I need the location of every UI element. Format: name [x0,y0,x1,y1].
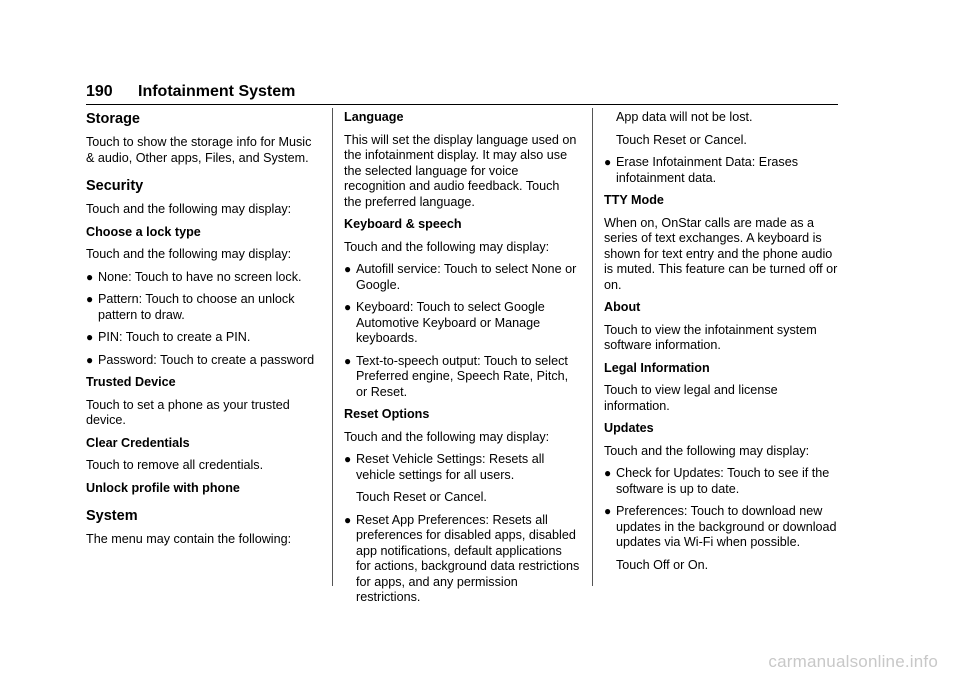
off-on-note: Touch Off or On. [616,557,709,572]
legal-information-label: Legal Information [604,360,710,375]
tty-mode-label: TTY Mode [604,193,664,207]
running-title: Infotainment System [138,83,296,100]
keyboard-speech-list [344,262,580,400]
bullet-icon: ● [86,269,94,284]
column-1 [86,110,322,555]
list-item: ● Password: Touch to create a password [86,352,315,367]
security-heading: Security [86,178,144,194]
bullet-icon: ● [86,330,94,344]
about-text: Touch to view the infotainment system software information. [604,322,817,352]
bullet-icon: ● [344,353,352,368]
column-divider-2 [592,108,593,586]
tty-mode-text: When on, OnStar calls are made as a series of text exchanges. A keyboard is shown for text entry and the phone audio is muted. This feature can be turned off or on. [604,215,838,292]
column-3 [604,110,840,580]
column-divider-1 [332,108,333,586]
language-text: This will set the display language used on the infotainment display. It may also use the selected language for voice recognition and audio feedback. Touch the preferred language. [344,132,577,209]
updates-text: Touch and the following may display: [604,443,810,458]
list-item: ● Preferences: Touch to download new updates in the background or download updates via Wi-Fi when possible. [604,504,837,549]
legal-information-text: Touch to view legal and license information. [604,383,778,413]
language-label: Language [344,110,404,124]
bullet-icon: ● [344,300,352,314]
bullet-icon: ● [86,352,94,367]
list-item: ● Pattern: Touch to choose an unlock pattern to draw. [86,292,295,322]
list-item: ● Check for Updates: Touch to see if the software is up to date. [604,466,830,496]
security-text: Touch and the following may display: [86,202,292,216]
keyboard-speech-label: Keyboard & speech [344,217,462,231]
bullet-icon: ● [344,512,352,527]
updates-list [604,466,840,551]
reset-cancel-note: Touch Reset or Cancel. [616,132,747,147]
updates-label: Updates [604,421,654,435]
reset-vehicle-note: Touch Reset or Cancel. [356,490,487,504]
list-item: ● Text-to-speech output: Touch to select Preferred engine, Speech Rate, Pitch, or Reset. [344,353,569,399]
lock-type-label: Choose a lock type [86,224,201,239]
clear-credentials-text: Touch to remove all credentials. [86,458,264,472]
reset-options-list [344,452,580,483]
list-item: ● Erase Infotainment Data: Erases infotainment data. [604,155,799,185]
storage-text: Touch to show the storage info for Music & audio, Other apps, Files, and System. [86,135,312,165]
clear-credentials-label: Clear Credentials [86,435,190,450]
list-item: ● None: Touch to have no screen lock. [86,269,302,284]
erase-list [604,155,840,186]
keyboard-speech-text: Touch and the following may display: [344,239,550,254]
list-item: ● Autofill service: Touch to select None or Google. [344,262,577,292]
list-item: ● Reset App Preferences: Resets all preferences for disabled apps, disabled app notifications, default applications for actions, background data restrictions for apps, and any permission restrictions. [344,512,580,604]
about-label: About [604,300,641,314]
reset-app-list [344,513,580,606]
system-text: The menu may contain the following: [86,532,292,546]
list-item: ● Keyboard: Touch to select Google Automotive Keyboard or Manage keyboards. [344,300,545,345]
lock-type-list [86,270,322,369]
unlock-profile-label: Unlock profile with phone [86,480,240,495]
lock-type-text: Touch and the following may display: [86,247,292,261]
bullet-icon: ● [604,155,612,169]
bullet-icon: ● [86,292,94,306]
watermark: carmanualsonline.info [768,652,938,671]
list-item: ● PIN: Touch to create a PIN. [86,330,251,344]
bullet-icon: ● [344,452,352,466]
storage-heading: Storage [86,111,140,127]
bullet-icon: ● [604,466,612,480]
list-item: ● Reset Vehicle Settings: Resets all vehicle settings for all users. [344,452,545,482]
bullet-icon: ● [344,262,352,276]
column-2 [344,110,580,613]
bullet-icon: ● [604,504,612,518]
page-number: 190 [86,83,113,100]
reset-options-label: Reset Options [344,407,430,421]
page-header [86,82,838,105]
system-heading: System [86,508,138,524]
trusted-device-text: Touch to set a phone as your trusted device. [86,397,290,427]
app-data-note: App data will not be lost. [616,110,753,124]
reset-options-text: Touch and the following may display: [344,429,550,444]
trusted-device-label: Trusted Device [86,375,176,389]
